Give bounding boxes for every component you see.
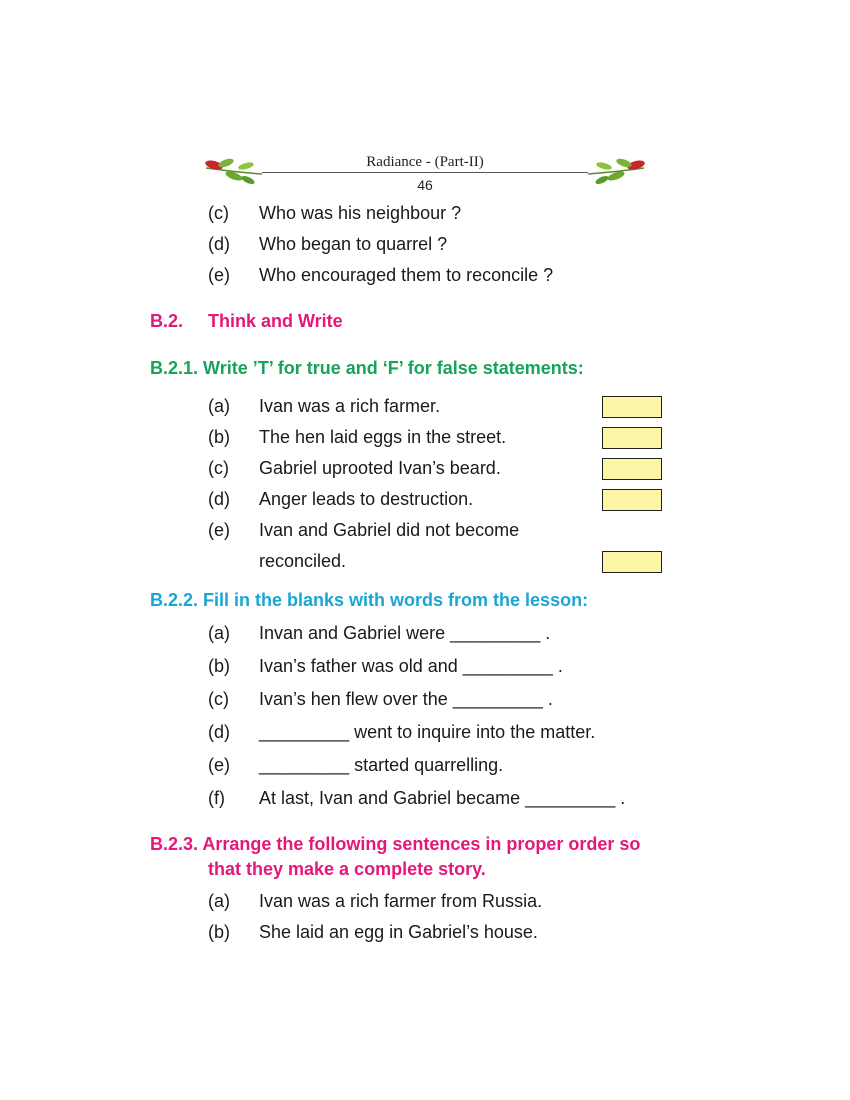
item-text: She laid an egg in Gabriel’s house.: [259, 922, 538, 942]
item-text: Ivan and Gabriel did not become: [259, 520, 520, 540]
header-rule: [262, 172, 588, 173]
item-label: (a): [208, 891, 230, 911]
item-label: (d): [208, 234, 230, 254]
section-heading-arrange: B.2.3. Arrange the following sentences in proper order so: [150, 834, 641, 854]
item-label: (c): [208, 203, 229, 223]
item-label: (c): [208, 689, 229, 709]
answer-box[interactable]: [602, 427, 662, 449]
item-label: (d): [208, 489, 230, 509]
item-text: Who began to quarrel ?: [259, 234, 448, 254]
item-label: (e): [208, 265, 230, 285]
item-label: (b): [208, 427, 230, 447]
answer-box[interactable]: [602, 489, 662, 511]
item-text: Ivan’s hen flew over the _________ .: [259, 689, 553, 709]
page-number: 46: [417, 177, 433, 193]
section-title: Think and Write: [208, 311, 343, 331]
item-text: Ivan’s father was old and _________ .: [259, 656, 563, 676]
item-text-continued: reconciled.: [259, 551, 347, 571]
item-text: Ivan was a rich farmer.: [259, 396, 441, 416]
section-heading-true-false: B.2.1. Write ’T’ for true and ‘F’ for false statements:: [150, 358, 584, 378]
item-text: At last, Ivan and Gabriel became _________ .: [259, 788, 626, 808]
item-text: Anger leads to destruction.: [259, 489, 474, 509]
item-label: (a): [208, 396, 230, 416]
item-label: (f): [208, 788, 225, 808]
item-label: (e): [208, 520, 230, 540]
answer-box[interactable]: [602, 551, 662, 573]
item-text: Who was his neighbour ?: [259, 203, 462, 223]
answer-box[interactable]: [602, 396, 662, 418]
section-number: B.2.: [150, 311, 184, 331]
item-text: Who encouraged them to reconcile ?: [259, 265, 554, 285]
item-text: Invan and Gabriel were _________ .: [259, 623, 551, 643]
item-text: Ivan was a rich farmer from Russia.: [259, 891, 543, 911]
item-label: (a): [208, 623, 230, 643]
item-label: (b): [208, 922, 230, 942]
item-label: (b): [208, 656, 230, 676]
item-label: (e): [208, 755, 230, 775]
item-text: Gabriel uprooted Ivan’s beard.: [259, 458, 501, 478]
answer-box[interactable]: [602, 458, 662, 480]
header-title: Radiance - (Part-II): [366, 154, 484, 170]
item-label: (d): [208, 722, 230, 742]
item-text: _________ started quarrelling.: [259, 755, 504, 775]
section-heading-arrange-continued: that they make a complete story.: [208, 859, 486, 879]
item-label: (c): [208, 458, 229, 478]
section-heading-fill-blanks: B.2.2. Fill in the blanks with words from the lesson:: [150, 590, 589, 610]
item-text: _________ went to inquire into the matter.: [259, 722, 596, 742]
item-text: The hen laid eggs in the street.: [259, 427, 507, 447]
